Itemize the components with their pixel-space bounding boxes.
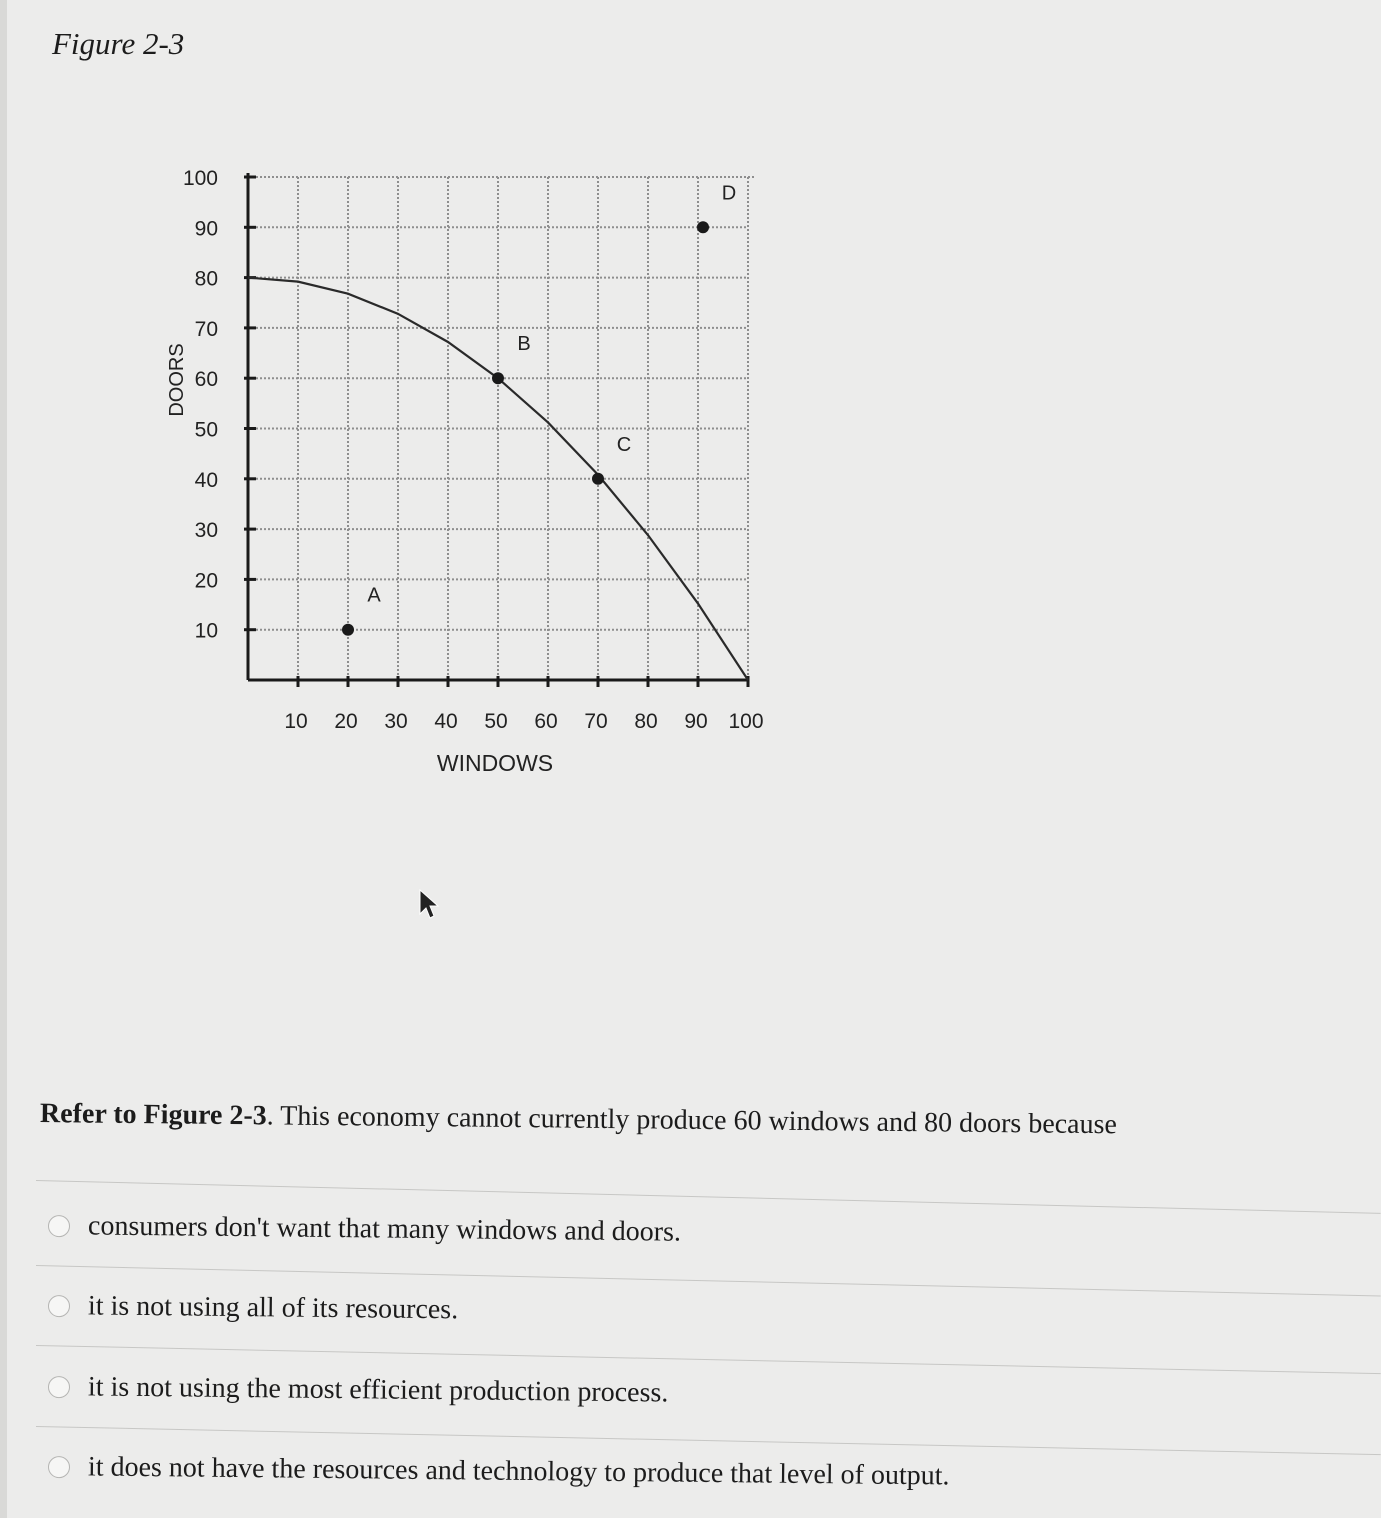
x-tick-label: 60 bbox=[534, 710, 558, 733]
x-axis-label: WINDOWS bbox=[436, 750, 554, 776]
question-reference: Refer to Figure 2-3 bbox=[39, 1098, 267, 1132]
answer-option-3[interactable] bbox=[48, 1367, 669, 1413]
y-ticks bbox=[183, 167, 256, 643]
x-tick-label: 50 bbox=[484, 710, 508, 733]
y-tick-label: 10 bbox=[194, 619, 218, 643]
y-tick-label: 90 bbox=[194, 217, 218, 241]
y-tick-label: 30 bbox=[194, 519, 218, 543]
point-label-b: B bbox=[517, 333, 531, 356]
radio-button[interactable] bbox=[48, 1376, 70, 1398]
x-tick-label: 40 bbox=[434, 710, 458, 733]
answer-option-4[interactable] bbox=[48, 1447, 950, 1496]
y-tick-label: 70 bbox=[194, 317, 218, 341]
option-label: it does not have the resources and technology to produce that level of output. bbox=[87, 1451, 950, 1492]
radio-button[interactable] bbox=[48, 1295, 70, 1317]
answer-option-1[interactable] bbox=[48, 1206, 681, 1253]
option-label: consumers don't want that many windows and doors. bbox=[87, 1210, 682, 1248]
point-label-c: C bbox=[616, 433, 632, 456]
x-tick-label: 90 bbox=[684, 710, 708, 733]
option-label: it is not using the most efficient production process. bbox=[87, 1371, 669, 1409]
question-text bbox=[40, 1098, 1340, 1144]
radio-button[interactable] bbox=[48, 1215, 70, 1237]
x-tick-label: 30 bbox=[384, 710, 408, 733]
answer-option-2[interactable] bbox=[48, 1286, 459, 1330]
y-tick-label: 60 bbox=[194, 368, 218, 392]
y-tick-label: 40 bbox=[194, 468, 218, 492]
figure-title: Figure 2-3 bbox=[52, 26, 185, 61]
x-tick-label: 10 bbox=[284, 710, 308, 733]
x-tick-label: 70 bbox=[584, 710, 608, 733]
points-group bbox=[342, 182, 736, 635]
x-ticks bbox=[284, 676, 763, 733]
question-body: . This economy cannot currently produce 60 windows and 80 doors because bbox=[266, 1100, 1118, 1141]
point-c bbox=[592, 473, 604, 485]
y-tick-label: 100 bbox=[182, 167, 218, 190]
option-label: it is not using all of its resources. bbox=[87, 1290, 459, 1326]
x-tick-label: 80 bbox=[634, 710, 658, 733]
point-d bbox=[697, 221, 709, 233]
mouse-cursor-icon bbox=[418, 888, 440, 926]
y-tick-label: 50 bbox=[194, 418, 218, 442]
point-b bbox=[492, 372, 504, 384]
point-label-d: D bbox=[721, 182, 737, 205]
point-a bbox=[342, 624, 354, 636]
x-tick-label: 20 bbox=[334, 710, 358, 733]
y-tick-label: 80 bbox=[194, 267, 218, 291]
point-label-a: A bbox=[367, 584, 381, 607]
y-tick-label: 20 bbox=[194, 569, 218, 593]
radio-button[interactable] bbox=[48, 1456, 70, 1478]
x-tick-label: 100 bbox=[728, 710, 764, 733]
grid-horizontal bbox=[248, 177, 754, 630]
y-axis-label: DOORS bbox=[166, 343, 188, 417]
